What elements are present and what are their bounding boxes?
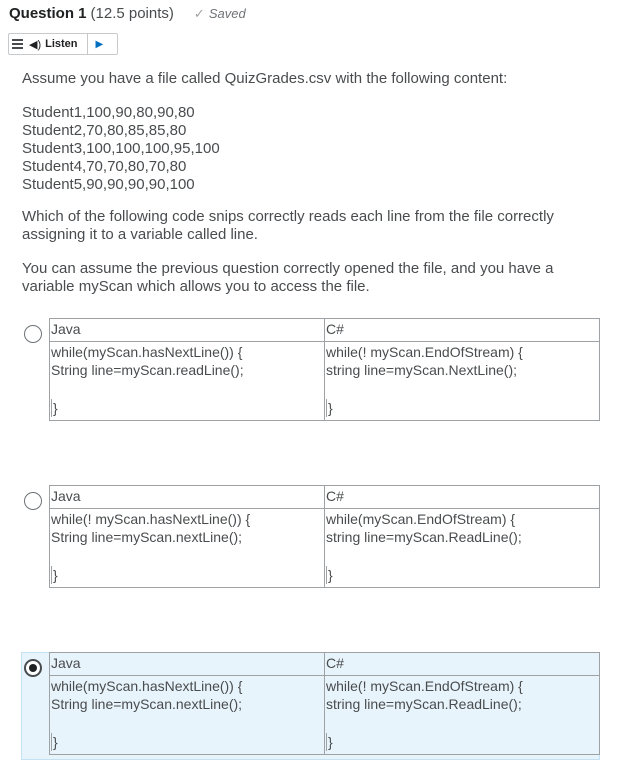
file-content bbox=[22, 104, 220, 194]
file-line: Student2,70,80,85,85,80 bbox=[22, 122, 187, 139]
code-table bbox=[49, 485, 600, 588]
csharp-header: C# bbox=[325, 653, 600, 676]
save-status-label: Saved bbox=[208, 6, 246, 21]
file-line: Student5,90,90,90,90,100 bbox=[22, 176, 195, 193]
listen-label: Listen bbox=[45, 38, 78, 50]
play-icon[interactable]: ▶ bbox=[95, 38, 104, 50]
java-code: while(! myScan.hasNextLine()) { String line=myScan.nextLine(); } bbox=[50, 509, 325, 588]
csharp-header: C# bbox=[325, 319, 600, 342]
csharp-code: while(! myScan.EndOfStream) { string line=myScan.ReadLine(); } bbox=[325, 676, 600, 755]
radio-button-selected[interactable] bbox=[24, 659, 42, 677]
file-line: Student1,100,90,80,90,80 bbox=[22, 104, 195, 121]
code-table bbox=[49, 652, 600, 755]
radio-button[interactable] bbox=[24, 492, 42, 510]
java-header: Java bbox=[50, 319, 325, 342]
csharp-code: while(myScan.EndOfStream) { string line=myScan.ReadLine(); } bbox=[325, 509, 600, 588]
question-header bbox=[9, 5, 246, 25]
code-table bbox=[49, 318, 600, 421]
file-line: Student4,70,70,80,70,80 bbox=[22, 158, 187, 175]
save-status bbox=[194, 6, 246, 22]
java-header: Java bbox=[50, 653, 325, 676]
question-text: Which of the following code snips correctly reads each line from the file correctly assigning it to a variable called line. bbox=[22, 208, 554, 243]
assumption-text: You can assume the previous question correctly opened the file, and you have a variable myScan which allows you to access the file. bbox=[22, 260, 554, 295]
prompt-intro: Assume you have a file called QuizGrades.csv with the following content: bbox=[22, 70, 508, 87]
speaker-icon: ◀) bbox=[29, 38, 42, 51]
java-code: while(myScan.hasNextLine()) { String line=myScan.readLine(); } bbox=[50, 342, 325, 421]
listen-button[interactable] bbox=[8, 33, 118, 55]
checkmark-icon: ✓ bbox=[193, 6, 205, 21]
csharp-code: while(! myScan.EndOfStream) { string line=myScan.NextLine(); } bbox=[325, 342, 600, 421]
java-header: Java bbox=[50, 486, 325, 509]
radio-button[interactable] bbox=[24, 325, 42, 343]
java-code: while(myScan.hasNextLine()) { String line=myScan.nextLine(); } bbox=[50, 676, 325, 755]
question-title: Question 1 bbox=[9, 5, 87, 22]
question-points: (12.5 points) bbox=[90, 5, 174, 22]
csharp-header: C# bbox=[325, 486, 600, 509]
file-line: Student3,100,100,100,95,100 bbox=[22, 140, 220, 157]
readspeaker-menu-icon[interactable] bbox=[12, 39, 24, 49]
